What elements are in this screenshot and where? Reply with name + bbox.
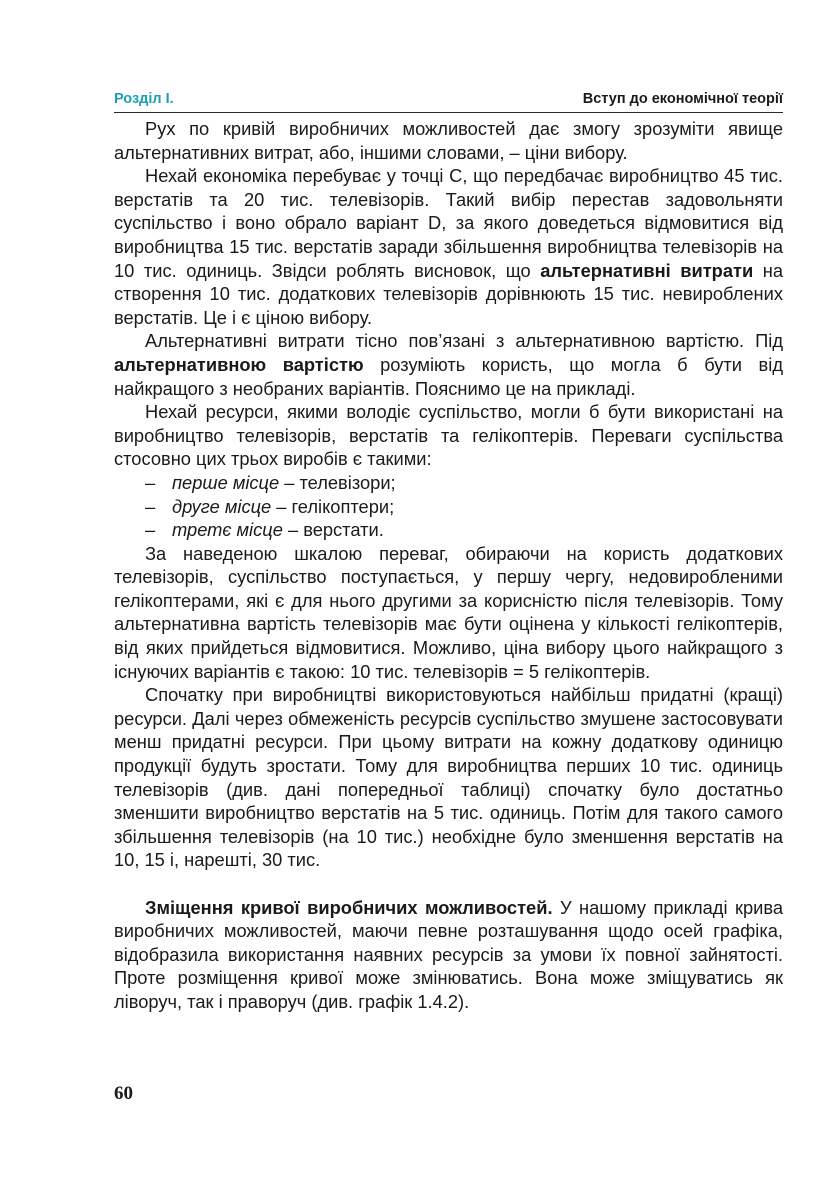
paragraph: Нехай ресурси, якими володіє суспільство, могли б бути використані на виробництво телевізорів, верстатів та гелікоптерів. Переваги суспільства стосовно цих трьох виробів є такими:: [114, 401, 783, 470]
bold-heading: Зміщення кривої виробничих можливостей.: [145, 896, 553, 918]
page-number: 60: [114, 1083, 133, 1104]
preference-list: [114, 471, 783, 542]
paragraph: Зміщення кривої виробничих можливостей. У нашому прикладі крива виробничих можливостей, маючи певне розташування щодо осей графіка, відобразила використання наявних ресурсів за умови їх повної зайнятості. Проте розміщення кривої може змінюватись. Вона може зміщуватись як ліворуч, так і праворуч (див. графік 1.4.2).: [114, 896, 783, 1012]
bold-term: альтернативні витрати: [540, 259, 754, 281]
paragraph: Альтернативні витрати тісно пов’язані з альтернативною вартістю. Під альтернативною вартістю розуміють користь, що могла б бути від найкращого з необраних варіантів. Пояснимо це на прикладі.: [114, 330, 783, 399]
list-item: – друге місце – гелікоптери;: [145, 495, 395, 517]
list-item: – перше місце – телевізори;: [145, 471, 396, 493]
bold-term: альтернативною вартістю: [114, 353, 364, 375]
paragraph: Нехай економіка перебуває у точці С, що передбачає виробництво 45 тис. верстатів та 20 тис. телевізорів. Такий вибір перестав задовольняти суспільство і воно обрало варіант D, за якого доведеться відмовитися від виробництва 15 тис. верстатів заради збільшення виробництва телевізорів на 10 тис. одиниць. Звідси роблять висновок, що альтернативні витрати на створення 10 тис. додаткових телевізорів дорівнюють 15 тис. невироблених верстатів. Це і є ціною вибору.: [114, 165, 783, 328]
paragraph: Рух по кривій виробничих можливостей дає змогу зрозуміти явище альтернативних витрат, або, іншими словами, – ціни вибору.: [114, 118, 783, 163]
paragraph: За наведеною шкалою переваг, обираючи на користь додаткових телевізорів, суспільство поступається, у першу чергу, недовиробленими гелікоптерами, які є для нього другими за корисністю після телевізорів. Тому альтернативна вартість телевізорів має бути оцінена у кількості гелікоптерів, від яких прийдеться відмовитися. Можливо, ціна вибору цього найкращого з існуючих варіантів є такою: 10 тис. телевізорів = 5 гелікоптерів.: [114, 542, 783, 682]
chapter-title: Вступ до економічної теорії: [582, 91, 783, 107]
body-text: [114, 117, 783, 1014]
section-label: Розділ І.: [114, 91, 174, 107]
paragraph: Спочатку при виробництві використовуються найбільш придатні (кращі) ресурси. Далі через обмеженість ресурсів суспільство змушене застосовувати менш придатні ресурси. При цьому витрати на кожну додаткову одиницю продукції будуть зростати. Тому для виробництва перших 10 тис. одиниць телевізорів (див. дані попередньої таблиці) спочатку було достатньо зменшити виробництво верстатів на 5 тис. одиниць. Потім для такого самого збільшення телевізорів (на 10 тис.) необхідне було зменшення верстатів на 10, 15 і, нарешті, 30 тис.: [114, 684, 783, 871]
running-header: [114, 88, 783, 113]
list-item: – третє місце – верстати.: [145, 519, 384, 541]
